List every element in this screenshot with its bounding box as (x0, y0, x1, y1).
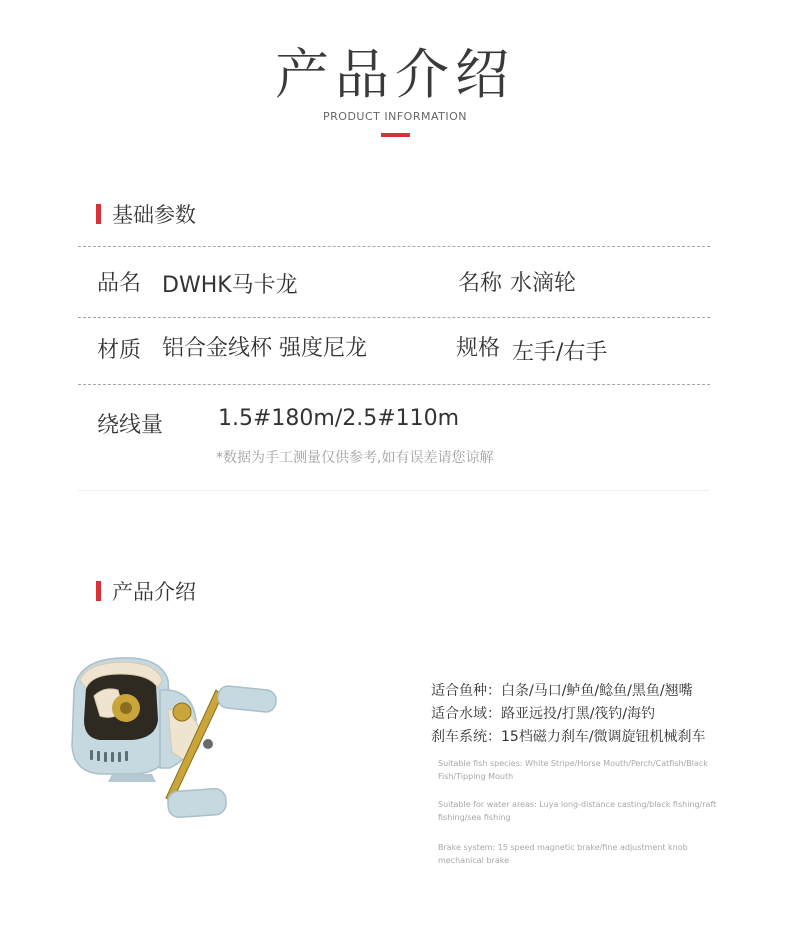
spec-fish-species: 适合鱼种：白条/马口/鲈鱼/鲶鱼/黑鱼/翘嘴 (431, 683, 693, 699)
divider (78, 317, 710, 318)
spec-water-areas: 适合水域：路亚远投/打黑/筏钓/海钓 (431, 706, 656, 722)
spec-fish-species-en: Suitable fish species: White Stripe/Horse Mouth/Perch/Catfish/Black Fish/Tipping Mouth (438, 759, 708, 781)
param-label-spec: 规格 (456, 336, 501, 361)
heading-marker (96, 204, 101, 224)
section-heading-label: 基础参数 (112, 203, 196, 227)
divider (78, 246, 710, 247)
product-reel-image (60, 650, 290, 835)
param-label-material: 材质 (97, 338, 142, 363)
param-label-title: 名称 (458, 271, 503, 296)
page-subtitle: PRODUCT INFORMATION (323, 110, 467, 123)
param-label-capacity: 绕线量 (97, 413, 164, 438)
heading-marker (96, 581, 101, 601)
param-value-spec: 左手/右手 (512, 340, 608, 365)
param-label-name: 品名 (97, 271, 142, 296)
section-heading-basic (96, 202, 196, 226)
section-divider (78, 490, 710, 491)
title-accent-bar (381, 133, 410, 137)
param-value-material: 铝合金线杯 强度尼龙 (162, 336, 367, 361)
param-value-capacity: 1.5#180m/2.5#110m (218, 406, 460, 431)
spec-brake-system: 刹车系统：15档磁力刹车/微调旋钮机械刹车 (431, 729, 706, 745)
spec-water-areas-en: Suitable for water areas: Luya long-distance casting/black fishing/raft fishing/sea fishing (438, 800, 717, 822)
page-title: 产品介绍 (275, 43, 515, 106)
param-value-name: DWHK马卡龙 (162, 273, 298, 298)
spec-brake-system-en: Brake system: 15 speed magnetic brake/fine adjustment knob mechanical brake (438, 843, 688, 865)
section-heading-intro (96, 579, 196, 603)
divider (78, 384, 710, 385)
param-value-title: 水滴轮 (510, 271, 577, 296)
section-heading-label: 产品介绍 (112, 580, 196, 604)
measurement-note: *数据为手工测量仅供参考,如有误差请您谅解 (216, 450, 494, 466)
